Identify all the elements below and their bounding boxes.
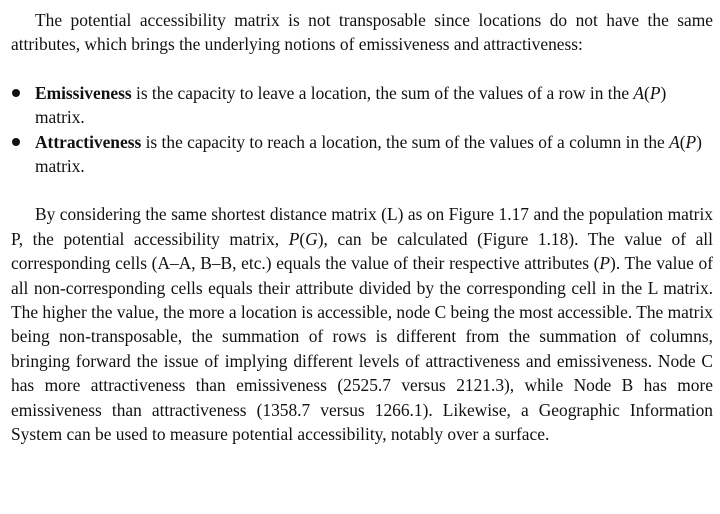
- bullet-emissiveness: [11, 81, 713, 130]
- body-paragraph: [11, 202, 713, 446]
- body-sentence-2: ), can be calculated (Figure 1.18). The value of all corresponding cells (A–A, B–B, etc.) equals the value of their respective attributes (: [11, 228, 713, 274]
- paren-open: (: [679, 131, 686, 152]
- matrix-letter: A: [669, 131, 680, 152]
- bullet-text: is the capacity to reach a location, the sum of the values of a column in the: [141, 131, 670, 152]
- matrix-letter: A: [633, 82, 645, 103]
- body-sentence-3: ). The value of all non-corresponding cells equals their attribute divided by the corresponding cell in the L matrix. The higher the value, the more a location is accessible, node C being the most accessible. The matrix being non-transposable, the summation of rows is different from the summation of columns, bringing forward the issue of implying different levels of attractiveness and emissiveness. Node C has more attractiveness than emissiveness (2525.7 versus 2121.3), while Node B has more emissiveness than attractiveness (1358.7 versus 1266.1). Likewise, a Geographic Information System can be used to measure potential accessibility, notably over a surface.: [11, 253, 713, 445]
- paren-open: (: [299, 228, 306, 249]
- body-sentence-1: By considering the same shortest distance matrix (L) as on Figure 1.17 and the population matrix P, the potential accessibility matrix,: [11, 204, 713, 249]
- var-p: P: [599, 253, 611, 274]
- var-p: P: [288, 228, 300, 249]
- intro-paragraph: The potential accessibility matrix is not transposable since locations do not have the same attributes, which brings the underlying notions of emissiveness and attractiveness:: [11, 10, 713, 55]
- bullet-icon: [12, 89, 20, 97]
- matrix-arg: P: [649, 82, 661, 103]
- bullet-text-end: ) matrix.: [35, 82, 667, 128]
- paren-open: (: [644, 82, 650, 103]
- definition-list: [11, 81, 713, 179]
- bullet-text: is the capacity to leave a location, the sum of the values of a row in the: [131, 82, 634, 103]
- term-attractiveness: Attractiveness: [35, 131, 142, 152]
- matrix-arg: P: [685, 131, 697, 152]
- bullet-icon: [12, 138, 20, 146]
- document-page: [11, 8, 713, 447]
- term-emissiveness: Emissiveness: [35, 82, 132, 103]
- bullet-attractiveness: [11, 130, 713, 179]
- var-g: G: [305, 228, 318, 249]
- bullet-text-end: ) matrix.: [35, 131, 702, 177]
